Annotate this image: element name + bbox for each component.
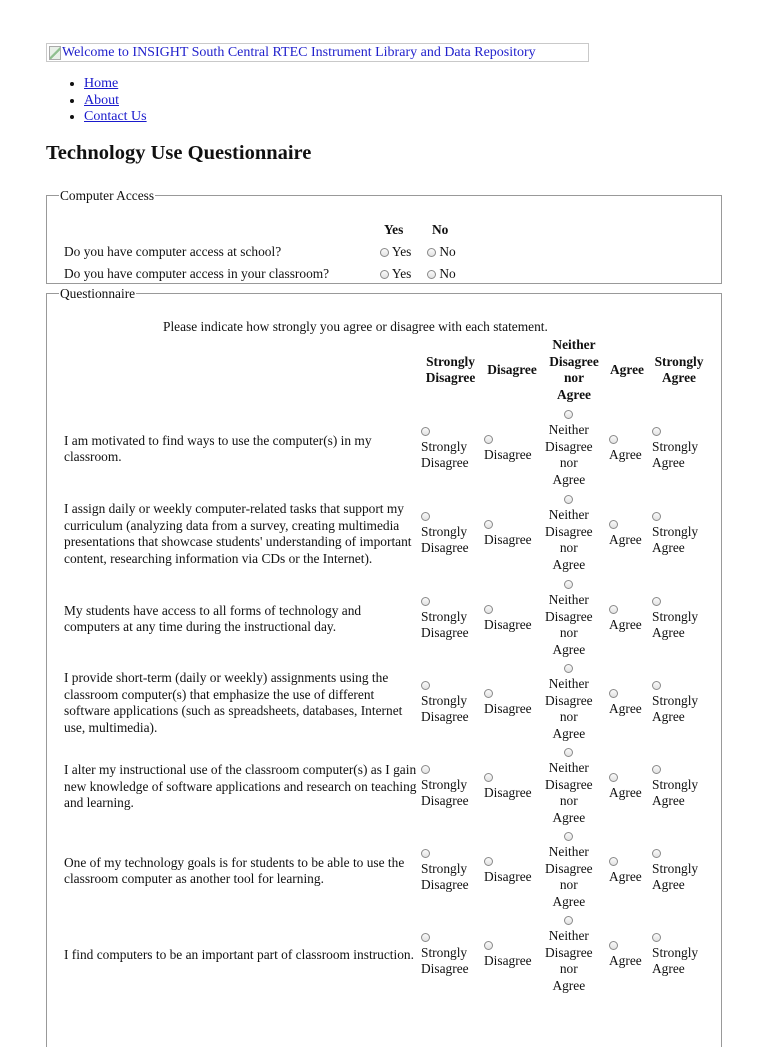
option-neither [545, 832, 593, 910]
option-neither [545, 580, 593, 658]
table-row [47, 407, 717, 491]
radio-agree[interactable] [609, 773, 618, 782]
col-header-line: Strongly [654, 353, 704, 369]
access-question-school: Do you have computer access at school? [64, 244, 282, 259]
option-label: Agree [609, 784, 642, 800]
nav-item-contact [84, 109, 147, 126]
option-label: Disagree [484, 700, 532, 716]
col-header-neither [543, 337, 605, 403]
radio-disagree[interactable] [484, 605, 493, 614]
option-strongly-disagree [421, 681, 469, 726]
table-row [47, 577, 717, 661]
option-label: Disagree [421, 961, 469, 976]
radio-strongly-agree[interactable] [652, 933, 661, 942]
option-strongly-agree [652, 512, 698, 557]
option-label: Disagree [545, 438, 593, 454]
option-label: Neither [548, 760, 589, 775]
option-disagree [484, 689, 532, 718]
option-label: Agree [609, 616, 642, 632]
radio-strongly-agree[interactable] [652, 427, 661, 436]
option-label: nor [559, 793, 578, 808]
site-banner-image[interactable] [46, 43, 589, 62]
access-school-no-option [427, 244, 456, 260]
option-label: nor [559, 625, 578, 640]
option-label: Agree [609, 952, 642, 968]
radio-strongly-disagree[interactable] [421, 597, 430, 606]
col-header-strongly-agree [650, 354, 708, 387]
option-label: Disagree [545, 776, 593, 792]
option-label: Disagree [484, 531, 532, 547]
option-label: Strongly [421, 860, 468, 876]
option-strongly-disagree [421, 597, 469, 642]
nav-link-about[interactable]: About [84, 92, 119, 108]
radio-neither[interactable] [564, 410, 573, 419]
option-label: Disagree [484, 784, 532, 800]
option-label: Agree [552, 809, 586, 825]
table-row [47, 661, 717, 745]
statement-text: I am motivated to find ways to use the computer(s) in my classroom. [64, 432, 372, 464]
col-header-line: Agree [662, 370, 696, 385]
statement-text: I assign daily or weekly computer-related tasks that support my curriculum (analyzing data from a survey, creating multimedia presentations that showcase students' understanding of important content, researching information via CDs or the Internet). [64, 501, 412, 566]
radio-agree[interactable] [609, 435, 618, 444]
nav-item-home [84, 76, 147, 93]
option-label: nor [559, 877, 578, 892]
option-label: Disagree [545, 944, 593, 960]
option-label: Agree [552, 471, 586, 487]
option-label: Strongly [652, 944, 699, 960]
yes-label: Yes [391, 244, 412, 259]
option-neither [545, 916, 593, 994]
option-label: Strongly [421, 692, 468, 708]
radio-strongly-disagree[interactable] [421, 681, 430, 690]
col-header-line: Agree [610, 361, 644, 377]
access-school-yes-option [380, 244, 411, 260]
statement-text: I alter my instructional use of the classroom computer(s) as I gain new knowledge of software applications and research on teaching and learning. [64, 762, 417, 810]
statement-text: One of my technology goals is for students to be able to use the classroom computer as another tool for learning. [64, 854, 405, 886]
option-disagree [484, 605, 532, 634]
option-label: Disagree [421, 540, 469, 555]
option-label: Neither [548, 422, 589, 437]
main-nav [46, 76, 147, 126]
radio-strongly-agree[interactable] [652, 512, 661, 521]
option-label: Agree [652, 877, 685, 892]
radio-neither[interactable] [564, 664, 573, 673]
no-label: No [439, 244, 456, 259]
access-school-yes-radio[interactable] [380, 248, 389, 257]
option-label: Strongly [421, 438, 468, 454]
option-label: Agree [652, 540, 685, 555]
col-header-line: Strongly [426, 353, 475, 369]
option-strongly-disagree [421, 427, 469, 472]
option-label: Strongly [652, 860, 699, 876]
option-strongly-disagree [421, 512, 469, 557]
option-disagree [484, 435, 532, 464]
radio-strongly-agree[interactable] [652, 681, 661, 690]
radio-disagree[interactable] [484, 435, 493, 444]
option-agree [609, 857, 642, 886]
questionnaire-instructions: Please indicate how strongly you agree or disagree with each statement. [163, 319, 548, 334]
option-label: Neither [548, 592, 589, 607]
statement-text: My students have access to all forms of technology and computers at any time during the instructional day. [64, 602, 362, 634]
radio-agree[interactable] [609, 857, 618, 866]
computer-access-fieldset [46, 189, 722, 284]
option-label: nor [559, 961, 578, 976]
radio-strongly-disagree[interactable] [421, 512, 430, 521]
option-label: Disagree [421, 877, 469, 892]
col-header-line: nor [563, 370, 585, 385]
option-strongly-disagree [421, 849, 469, 894]
nav-item-about [84, 93, 147, 110]
option-label: nor [559, 709, 578, 724]
option-label: Agree [609, 531, 642, 547]
option-label: Strongly [421, 523, 468, 539]
option-label: Strongly [421, 776, 468, 792]
no-label: No [439, 266, 456, 281]
col-header-line: Disagree [549, 353, 599, 369]
option-label: Neither [548, 844, 589, 859]
questionnaire-legend: Questionnaire [60, 286, 136, 301]
option-strongly-agree [652, 681, 698, 726]
radio-neither[interactable] [564, 495, 573, 504]
radio-strongly-disagree[interactable] [421, 427, 430, 436]
radio-neither[interactable] [564, 916, 573, 925]
option-label: Neither [548, 676, 589, 691]
option-neither [545, 664, 593, 742]
access-classroom-yes-option [380, 266, 411, 282]
option-neither [545, 495, 593, 573]
option-disagree [484, 941, 532, 970]
option-label: Agree [609, 700, 642, 716]
option-agree [609, 773, 642, 802]
col-header-no: No [432, 222, 449, 237]
option-agree [609, 605, 642, 634]
table-row [47, 745, 717, 829]
option-label: Disagree [484, 868, 532, 884]
col-header-line: Neither [552, 337, 596, 352]
option-disagree [484, 857, 532, 886]
nav-link-home[interactable]: Home [84, 76, 119, 91]
col-header-line: Agree [557, 386, 591, 402]
option-label: Disagree [421, 455, 469, 470]
table-row [47, 492, 717, 576]
access-school-no-radio[interactable] [427, 248, 436, 257]
option-label: Strongly [421, 608, 468, 624]
access-classroom-no-option [427, 266, 456, 282]
option-strongly-agree [652, 849, 698, 894]
option-label: Disagree [421, 709, 469, 724]
option-neither [545, 748, 593, 826]
option-strongly-agree [652, 765, 698, 810]
option-strongly-agree [652, 933, 698, 978]
option-disagree [484, 520, 532, 549]
radio-agree[interactable] [609, 605, 618, 614]
option-label: Disagree [484, 616, 532, 632]
option-agree [609, 435, 642, 464]
radio-agree[interactable] [609, 941, 618, 950]
col-header-line: Disagree [425, 370, 476, 385]
option-label: Agree [552, 556, 586, 572]
table-row [47, 913, 717, 997]
broken-image-icon [49, 46, 61, 60]
col-header-line: Disagree [487, 361, 537, 377]
statement-text: I provide short-term (daily or weekly) assignments using the classroom computer(s) that emphasize the use of different software applications (such as spreadsheets, databases, Internet use, multimedia). [64, 670, 403, 735]
option-label: Strongly [652, 438, 699, 454]
col-header-strongly-disagree [419, 354, 482, 387]
col-header-agree [607, 362, 647, 379]
option-label: Agree [609, 446, 642, 462]
option-label: Agree [652, 625, 685, 640]
option-label: Strongly [652, 608, 699, 624]
option-label: Strongly [421, 944, 468, 960]
option-label: Agree [609, 868, 642, 884]
radio-disagree[interactable] [484, 857, 493, 866]
option-label: Strongly [652, 523, 699, 539]
option-label: Disagree [421, 793, 469, 808]
option-label: Disagree [545, 860, 593, 876]
radio-strongly-disagree[interactable] [421, 933, 430, 942]
option-agree [609, 941, 642, 970]
option-label: nor [559, 455, 578, 470]
col-header-disagree [482, 362, 542, 379]
option-strongly-agree [652, 597, 698, 642]
radio-disagree[interactable] [484, 689, 493, 698]
option-label: Disagree [484, 952, 532, 968]
banner-alt-text: Welcome to INSIGHT South Central RTEC Instrument Library and Data Repository [62, 44, 536, 60]
option-label: Disagree [545, 608, 593, 624]
option-disagree [484, 773, 532, 802]
radio-disagree[interactable] [484, 773, 493, 782]
radio-agree[interactable] [609, 520, 618, 529]
radio-disagree[interactable] [484, 520, 493, 529]
questionnaire-fieldset [46, 287, 722, 1047]
yes-label: Yes [391, 266, 412, 281]
radio-agree[interactable] [609, 689, 618, 698]
statement-text: I find computers to be an important part of classroom instruction. [64, 946, 414, 962]
option-label: nor [559, 540, 578, 555]
option-label: Agree [652, 793, 685, 808]
table-row [47, 829, 717, 913]
option-label: Neither [548, 507, 589, 522]
radio-neither[interactable] [564, 832, 573, 841]
option-label: Disagree [545, 692, 593, 708]
option-strongly-disagree [421, 933, 469, 978]
col-header-yes: Yes [384, 222, 404, 237]
page-title: Technology Use Questionnaire [46, 142, 312, 164]
radio-neither[interactable] [564, 580, 573, 589]
option-label: Agree [652, 455, 685, 470]
option-label: Agree [552, 725, 586, 741]
option-label: Disagree [484, 446, 532, 462]
radio-neither[interactable] [564, 748, 573, 757]
option-label: Strongly [652, 776, 699, 792]
option-label: Agree [552, 893, 586, 909]
access-classroom-no-radio[interactable] [427, 270, 436, 279]
option-strongly-agree [652, 427, 698, 472]
option-agree [609, 689, 642, 718]
nav-link-contact-us[interactable]: Contact Us [84, 109, 147, 125]
option-label: Disagree [421, 625, 469, 640]
option-label: Agree [552, 977, 586, 993]
radio-strongly-agree[interactable] [652, 765, 661, 774]
access-classroom-yes-radio[interactable] [380, 270, 389, 279]
radio-strongly-disagree[interactable] [421, 849, 430, 858]
radio-strongly-agree[interactable] [652, 849, 661, 858]
option-label: Neither [548, 928, 589, 943]
option-strongly-disagree [421, 765, 469, 810]
option-label: Agree [552, 641, 586, 657]
radio-disagree[interactable] [484, 941, 493, 950]
access-question-classroom: Do you have computer access in your classroom? [64, 266, 330, 281]
option-label: Agree [652, 709, 685, 724]
option-label: Agree [652, 961, 685, 976]
option-label: Disagree [545, 523, 593, 539]
radio-strongly-agree[interactable] [652, 597, 661, 606]
computer-access-legend: Computer Access [60, 188, 155, 203]
option-agree [609, 520, 642, 549]
radio-strongly-disagree[interactable] [421, 765, 430, 774]
option-neither [545, 410, 593, 488]
option-label: Strongly [652, 692, 699, 708]
